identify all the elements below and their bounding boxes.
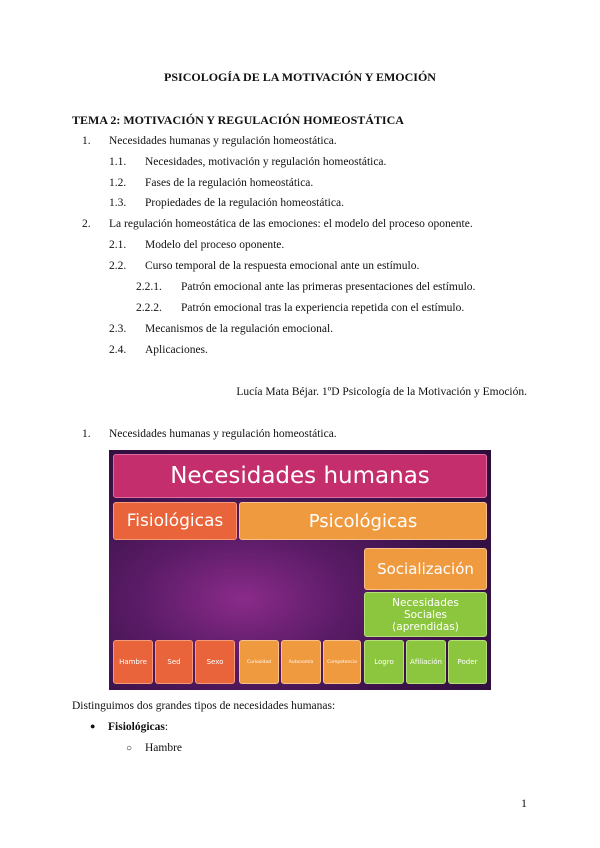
diagram-box-fisiologicas: Fisiológicas — [113, 502, 237, 540]
diagram-leaf-sed: Sed — [155, 640, 193, 684]
toc-text: Aplicaciones. — [145, 344, 208, 356]
toc-text: Curso temporal de la respuesta emocional ante un estímulo. — [145, 260, 420, 272]
toc-text: Propiedades de la regulación homeostática. — [145, 197, 344, 209]
diagram-leaf-logro: Logro — [364, 640, 404, 684]
diagram-leaf-hambre: Hambre — [113, 640, 153, 684]
toc-number: 2.4. — [109, 344, 127, 356]
tema-heading: TEMA 2: MOTIVACIÓN Y REGULACIÓN HOMEOSTÁTICA — [72, 113, 404, 127]
diagram-leaf-competencia: Competencia — [323, 640, 361, 684]
toc-text: Modelo del proceso oponente. — [145, 239, 285, 251]
sub-bullet-item — [126, 742, 183, 754]
toc-text: Necesidades, motivación y regulación homeostática. — [145, 156, 387, 168]
toc-text: Necesidades humanas y regulación homeostática. — [109, 135, 337, 147]
toc-text: Patrón emocional tras la experiencia repetida con el estímulo. — [181, 302, 465, 314]
toc-number: 1.3. — [109, 197, 127, 209]
bullet-dot-icon: ● — [90, 721, 96, 731]
toc-text: Mecanismos de la regulación emocional. — [145, 323, 334, 335]
bullet-label: Fisiológicas — [108, 721, 165, 733]
bullet-colon: : — [164, 721, 169, 733]
toc-text: Fases de la regulación homeostática. — [145, 177, 314, 189]
toc-number: 2.3. — [109, 323, 127, 335]
toc-number: 2.2.2. — [136, 302, 162, 314]
diagram-leaf-curiosidad: Curiosidad — [239, 640, 279, 684]
author-signature: Lucía Mata Béjar. 1ºD Psicología de la Motivación y Emoción. — [236, 386, 527, 398]
toc-number: 1.1. — [109, 156, 127, 168]
diagram-leaf-afiliacion: Afiliación — [406, 640, 446, 684]
sociales-line: Necesidades — [392, 596, 459, 609]
intro-paragraph: Distinguimos dos grandes tipos de necesidades humanas: — [72, 700, 336, 712]
toc-number: 2. — [82, 218, 91, 230]
section-number: 1. — [82, 428, 91, 440]
toc-number: 2.2.1. — [136, 281, 162, 293]
toc-number: 2.1. — [109, 239, 127, 251]
diagram-leaf-autonomia: Autonomía — [281, 640, 321, 684]
sociales-line: Sociales — [403, 608, 448, 621]
diagram-leaf-poder: Poder — [448, 640, 487, 684]
diagram-box-socializacion: Socialización — [364, 548, 487, 590]
section-text: Necesidades humanas y regulación homeostática. — [109, 428, 337, 440]
sociales-line: (aprendidas) — [392, 620, 459, 633]
bullet-item — [90, 721, 169, 733]
toc-number: 2.2. — [109, 260, 127, 272]
toc-text: Patrón emocional ante las primeras presentaciones del estímulo. — [181, 281, 476, 293]
page-number: 1 — [521, 796, 527, 810]
document-title: PSICOLOGÍA DE LA MOTIVACIÓN Y EMOCIÓN — [164, 70, 436, 84]
bullet-text — [108, 721, 168, 733]
toc-number: 1. — [82, 135, 91, 147]
toc-number: 1.2. — [109, 177, 127, 189]
diagram-box-necesidades-sociales — [364, 592, 487, 637]
diagram-box-necesidades-humanas: Necesidades humanas — [113, 454, 487, 498]
diagram-leaf-sexo: Sexo — [195, 640, 235, 684]
needs-diagram — [109, 450, 491, 690]
diagram-box-psicologicas: Psicológicas — [239, 502, 487, 540]
sub-bullet-text: Hambre — [145, 742, 183, 754]
circle-bullet-icon: ○ — [126, 743, 133, 754]
toc-text: La regulación homeostática de las emociones: el modelo del proceso oponente. — [109, 218, 473, 230]
